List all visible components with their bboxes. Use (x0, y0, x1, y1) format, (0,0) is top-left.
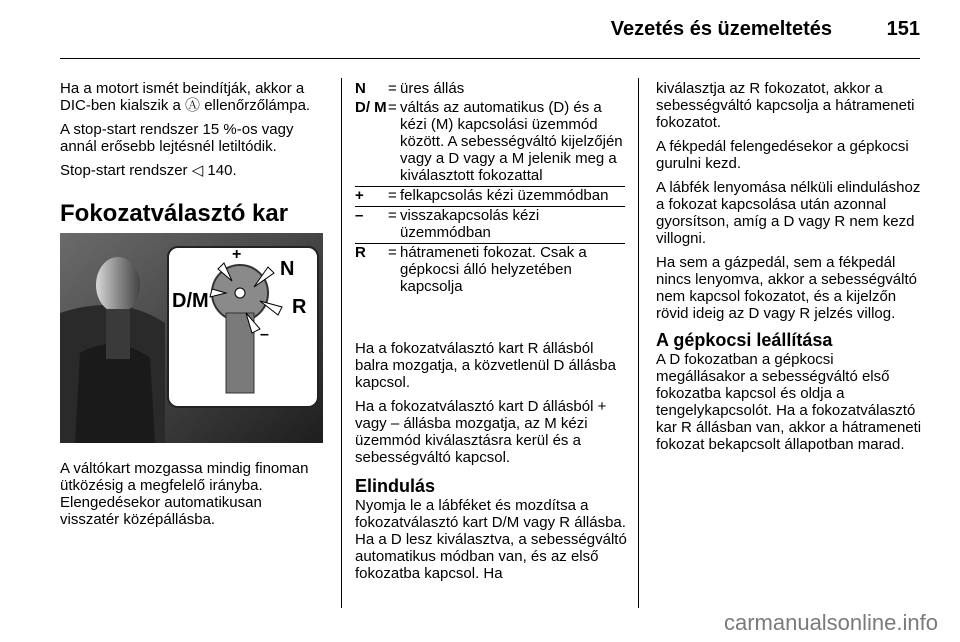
page-header (0, 14, 920, 44)
def-row (355, 207, 625, 241)
label-dm: D/M (172, 290, 209, 312)
def-row (355, 80, 625, 97)
def-equals: = (388, 99, 397, 116)
middle-paragraph-2: Ha a fokozatválasztó kart D állásból + vagy – állásba mozgatja, az M kézi üzemmód kiválasztásra kerül és a sebességváltó kapcsol. (355, 398, 607, 466)
middle-column (355, 340, 627, 589)
left-column (60, 80, 325, 186)
def-equals: = (388, 207, 397, 224)
def-equals: = (388, 187, 397, 204)
def-row (355, 187, 625, 204)
label-n: N (280, 258, 295, 280)
def-value: visszakapcsolás kézi üzemmódban (400, 207, 540, 241)
section-heading-elindulas: Elindulás (355, 476, 436, 496)
caption-text: A váltókart mozgassa mindig finoman ütközésig a megfelelő irányba. Elengedésekor automatikusan visszatér középállásba. (60, 460, 309, 528)
def-row (355, 244, 625, 295)
left-paragraph-2: A stop-start rendszer 15 %-os vagy annál erősebb lejtésnél letiltódik. (60, 121, 294, 155)
def-value: hátrameneti fokozat. Csak a gépkocsi álló helyzetében kapcsolja (400, 244, 587, 295)
label-minus: – (260, 326, 269, 343)
header-rule (60, 58, 920, 59)
gear-selector-figure (60, 233, 323, 443)
def-value: váltás az automatikus (D) és a kézi (M) kapcsolási üzemmód között. A sebességváltó kijelzőjén vagy a D vagy a M jelenik meg a kiválasztott fokozattal (400, 99, 623, 184)
def-equals: = (388, 80, 397, 97)
section-heading-leallitas: A gépkocsi leállítása (656, 330, 833, 350)
right-column (656, 80, 922, 460)
page-title: Vezetés és üzemeltetés (610, 18, 832, 40)
def-key: + (355, 187, 364, 204)
def-key: – (355, 207, 364, 224)
right-paragraph-2: A fékpedál felengedésekor a gépkocsi gurulni kezd. (656, 138, 909, 172)
def-row (355, 99, 625, 184)
definition-table (355, 80, 625, 297)
def-value: üres állás (400, 80, 465, 97)
def-key: R (355, 244, 366, 261)
label-plus: + (232, 246, 242, 263)
middle-paragraph-3: Nyomja le a lábféket és mozdítsa a fokozatválasztó kart D/M vagy R állásba. Ha a D lesz kiválasztva, a sebességváltó automatikus módban van, és az első fokozatba kapcsol. Ha (355, 497, 627, 582)
def-key: N (355, 80, 366, 97)
column-divider-1 (341, 78, 342, 608)
right-paragraph-5: A D fokozatban a gépkocsi megállásakor a sebességváltó első fokozatba kapcsol és oldja a tengelykapcsolót. Ha a fokozatválasztó kar R állásban van, akkor a hátrameneti fokozat bekapcsolt állapotban marad. (656, 351, 922, 453)
def-equals: = (388, 244, 397, 261)
left-paragraph-3: Stop-start rendszer ◁ 140. (60, 162, 237, 179)
gear-knob (96, 257, 140, 313)
right-paragraph-4: Ha sem a gázpedál, sem a fékpedál nincs lenyomva, akkor a sebességváltó nem kapcsol fokozatot, és a kijelzőn rövid ideig az D vagy R jelzés villog. (656, 254, 917, 322)
watermark: carmanualsonline.info (723, 610, 938, 635)
right-paragraph-1: kiválasztja az R fokozatot, akkor a sebességváltó kapcsolja a hátrameneti fokozatot. (656, 80, 915, 131)
column-divider-2 (638, 78, 639, 608)
middle-paragraph-1: Ha a fokozatválasztó kart R állásból balra mozgatja, a közvetlenül D állásba kapcsol. (355, 340, 616, 391)
def-value: felkapcsolás kézi üzemmódban (400, 187, 609, 204)
def-key: D/ M (355, 99, 387, 116)
figure-caption (60, 460, 325, 535)
section-heading-fokozatvalaszto: Fokozatválasztó kar (60, 200, 289, 227)
right-paragraph-3: A lábfék lenyomása nélküli elinduláshoz a fokozat kapcsolása után azonnal gyorsítson, amíg a D vagy R nem kezd villogni. (656, 179, 921, 247)
page-number: 151 (886, 18, 920, 40)
label-r: R (292, 296, 307, 318)
left-paragraph-1: Ha a motort ismét beindítják, akkor a DIC-ben kialszik a Ⓐ ellenőrzőlámpa. (60, 80, 311, 114)
